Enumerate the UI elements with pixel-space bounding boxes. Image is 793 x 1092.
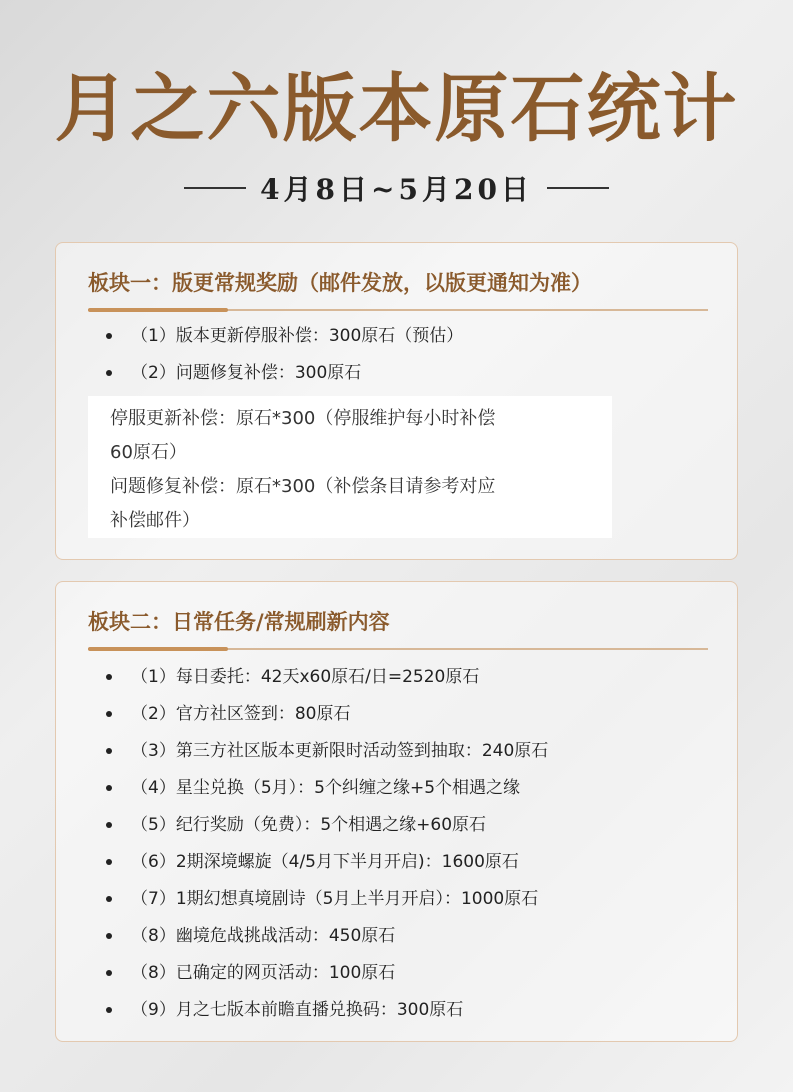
page-title: 月之六版本原石统计 [54,66,739,152]
note-line: 补偿邮件） [110,510,200,531]
section-card-1 [55,242,738,560]
list-item: （3）第三方社区版本更新限时活动签到抽取：240原石 [101,738,548,775]
underline-accent [88,308,228,312]
list-item: （5）纪行奖励（免费）：5个相遇之缘+60原石 [101,812,548,849]
list-item: （2）问题修复补偿：300原石 [101,360,463,397]
section-1-title: 板块一：版更常规奖励（邮件发放，以版更通知为准） [88,270,592,295]
note-line: 停服更新补偿：原石*300（停服维护每小时补偿 [110,408,496,429]
note-line: 问题修复补偿：原石*300（补偿条目请参考对应 [110,476,496,497]
list-item: （7）1期幻想真境剧诗（5月上半月开启）：1000原石 [101,886,548,923]
underline-accent [88,647,228,651]
section-card-2 [55,581,738,1042]
date-range-banner [0,168,793,208]
list-item: （4）星尘兑换（5月）：5个纠缠之缘+5个相遇之缘 [101,775,548,812]
section-2-list [101,664,548,1034]
section-2-title: 板块二：日常任务/常规刷新内容 [88,609,390,634]
note-line: 60原石） [110,442,187,463]
section-1-list [101,323,463,397]
left-divider [184,187,246,189]
list-item: （1）版本更新停服补偿：300原石（预估） [101,323,463,360]
list-item: （2）官方社区签到：80原石 [101,701,548,738]
right-divider [547,187,609,189]
list-item: （8）已确定的网页活动：100原石 [101,960,548,997]
list-item: （8）幽境危战挑战活动：450原石 [101,923,548,960]
compensation-note [88,396,612,538]
section-1-underline [88,309,708,311]
date-range: 4月8日~5月20日 [260,173,533,206]
list-item: （9）月之七版本前瞻直播兑换码：300原石 [101,997,548,1034]
section-2-underline [88,648,708,650]
list-item: （1）每日委托：42天x60原石/日=2520原石 [101,664,548,701]
list-item: （6）2期深境螺旋（4/5月下半月开启)：1600原石 [101,849,548,886]
